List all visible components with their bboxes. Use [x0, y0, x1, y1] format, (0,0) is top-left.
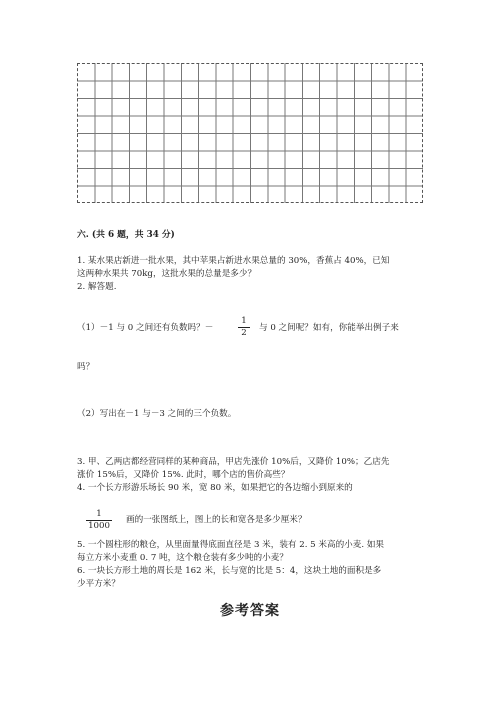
answers-title: 参考答案: [220, 603, 280, 619]
question-5-line-2: 每立方米小麦重 0. 7 吨，这个粮仓装有多少吨的小麦？: [77, 553, 288, 563]
question-2-part-1-text-b: 与 0 之间呢？如有，你能举出例子来: [259, 323, 399, 333]
question-2-part-1-text-c: 吗？: [77, 362, 95, 372]
question-3-line-2: 涨价 15%后，又降价 15%. 此时，哪个店的售价高些？: [77, 470, 290, 480]
question-4-line-2: 画的一张图纸上，图上的长和宽各是多少厘米？: [126, 515, 307, 525]
question-2-part-2: （2）写出在－1 与－3 之间的三个负数。: [77, 409, 237, 419]
question-3-line-1: 3. 甲、乙两店都经营同样的某种商品，甲店先涨价 10%后，又降价 10%；乙店先: [77, 457, 390, 467]
fraction-numerator: 1: [241, 316, 247, 326]
question-2-title: 2. 解答题.: [77, 282, 117, 292]
question-6-line-2: 少平方米？: [77, 579, 120, 589]
fraction-denominator: 1000: [88, 521, 110, 531]
answer-grid: [77, 63, 423, 203]
fraction-one-thousandth: [86, 509, 112, 532]
fraction-numerator: 1: [96, 509, 102, 519]
fraction-one-half: [238, 316, 250, 339]
question-6-line-1: 6. 一块长方形土地的周长是 162 米，长与宽的比是 5：4，这块土地的面积是多: [77, 566, 382, 576]
question-2-part-1-text-a: （1）－1 与 0 之间还有负数吗？－: [77, 323, 214, 333]
question-4-line-1: 4. 一个长方形游乐场长 90 米，宽 80 米，如果把它的各边缩小到原来的: [77, 483, 353, 493]
question-1-line-2: 这两种水果共 70kg，这批水果的总量是多少？: [77, 269, 257, 279]
question-1-line-1: 1. 某水果店新进一批水果，其中苹果占新进水果总量的 30%，香蕉占 40%，已知: [77, 256, 390, 266]
fraction-denominator: 2: [241, 328, 247, 338]
question-5-line-1: 5. 一个圆柱形的粮仓，从里面量得底面直径是 3 米，装有 2. 5 米高的小麦. 如果: [77, 540, 385, 550]
section-heading: 六. (共 6 题，共 34 分): [77, 230, 175, 240]
